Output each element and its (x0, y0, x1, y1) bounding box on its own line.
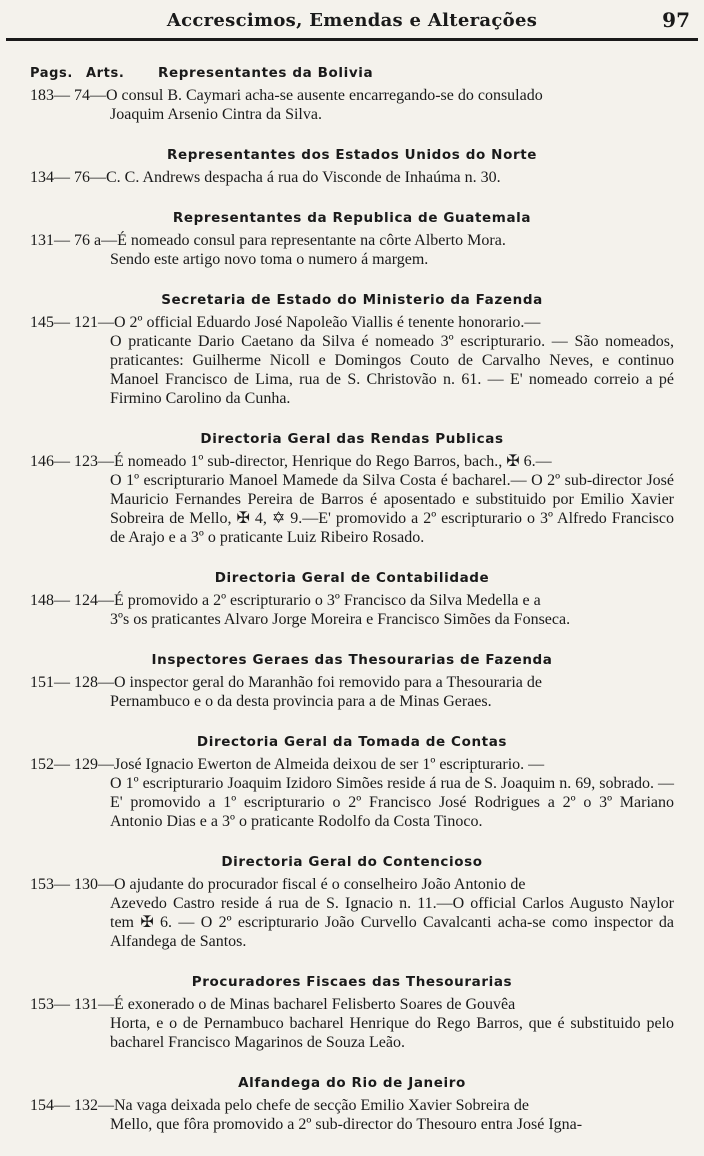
entry-first-line: 146— 123—É nomeado 1º sub-director, Henrique do Rego Barros, bach., ✠ 6.— (30, 453, 552, 470)
entry-continuation: O praticante Dario Caetano da Silva é nomeado 3º escripturario. — São nomeados, praticantes: Guilherme Nicoll e Domingos Couto de Carvalho Neves, e continuo Manoel Francisco de Lima, rua de S. Christovão n. 61. — E' nomeado correio a pé Firmino Carolino da Cunha. (110, 333, 674, 407)
section-contabilidade (30, 569, 674, 629)
column-header-arts: Arts. (86, 66, 125, 81)
entry-first-line: 183— 74—O consul B. Caymari acha-se ausente encarregando-se do consulado (30, 87, 543, 104)
section-heading: Directoria Geral da Tomada de Contas (196, 734, 508, 750)
section-heading: Representantes dos Estados Unidos do Norte (166, 147, 538, 163)
section-heading: Directoria Geral do Contencioso (221, 854, 483, 870)
entry (30, 1096, 674, 1134)
section-heading: Secretaria de Estado do Ministerio da Fazenda (161, 292, 543, 308)
entry (30, 995, 674, 1052)
section-heading-text: Representantes da Bolivia (158, 65, 374, 81)
entry-continuation: Joaquim Arsenio Cintra da Silva. (110, 106, 322, 123)
section-guatemala (30, 209, 674, 269)
entry (30, 168, 674, 187)
entry-continuation: Azevedo Castro reside á rua de S. Ignacio n. 11.—O official Carlos Augusto Naylor tem ✠ 6. — O 2º escripturario João Curvello Cavalcanti acha-se como inspector da Alfandega de Santos. (110, 895, 674, 950)
section-ministerio-fazenda (30, 291, 674, 408)
page-number: 97 (662, 8, 690, 32)
section-procuradores (30, 973, 674, 1052)
entry-first-line: 154— 132—Na vaga deixada pelo chefe de secção Emilio Xavier Sobreira de (30, 1097, 529, 1114)
entry-first-line: 153— 131—É exonerado o de Minas bacharel Felisberto Soares de Gouvêa (30, 996, 516, 1013)
entry (30, 452, 674, 547)
entry-first-line: 148— 124—É promovido a 2º escripturario o 3º Francisco da Silva Medella e a (30, 592, 541, 609)
entry-first-line: 153— 130—O ajudante do procurador fiscal é o conselheiro João Antonio de (30, 876, 526, 893)
section-rendas-publicas (30, 430, 674, 547)
entry-first-line: 152— 129—José Ignacio Ewerton de Almeida deixou de ser 1º escripturario. — (30, 756, 545, 773)
entry-continuation: Pernambuco e o da desta provincia para a de Minas Geraes. (110, 693, 492, 710)
entry-first-line: 131— 76 a—É nomeado consul para representante na côrte Alberto Mora. (30, 232, 506, 249)
section-heading: Inspectores Geraes das Thesourarias de Fazenda (151, 652, 553, 668)
entry-continuation: Horta, e o de Pernambuco bacharel Henrique do Rego Barros, que é substituido pelo bacharel Francisco Magarinos de Souza Leão. (110, 1015, 674, 1051)
page-header (0, 0, 704, 46)
entry (30, 86, 674, 124)
header-rule (6, 38, 698, 41)
entry (30, 591, 674, 629)
section-usa (30, 146, 674, 187)
entry-first-line: 134— 76—C. C. Andrews despacha á rua do Visconde de Inhaúma n. 30. (30, 169, 501, 186)
page-body (30, 64, 674, 1156)
section-heading: Procuradores Fiscaes das Thesourarias (191, 974, 513, 990)
entry-first-line: 151— 128—O inspector geral do Maranhão foi removido para a Thesouraria de (30, 674, 542, 691)
section-heading: Alfandega do Rio de Janeiro (238, 1075, 466, 1091)
section-alfandega-rio (30, 1074, 674, 1134)
entry (30, 673, 674, 711)
section-contencioso (30, 853, 674, 951)
section-heading: Directoria Geral das Rendas Publicas (200, 431, 504, 447)
column-header-pages: Pags. (30, 66, 73, 81)
entry-continuation: Sendo este artigo novo toma o numero á margem. (110, 251, 429, 268)
entry (30, 755, 674, 831)
entry-first-line: 145— 121—O 2º official Eduardo José Napoleão Viallis é tenente honorario.— (30, 314, 541, 331)
running-title: Accrescimos, Emendas e Alterações (166, 10, 538, 31)
section-inspectores (30, 651, 674, 711)
section-bolivia (30, 64, 674, 124)
entry-continuation: O 1º escripturario Joaquim Izidoro Simões reside á rua de S. Joaquim n. 69, sobrado. — E' promovido a 1º escripturario o 2º Francisco José Rodrigues a 2º o 3º Mariano Antonio Dias e a 3º o praticante Rodolfo da Costa Tinoco. (110, 775, 674, 830)
entry-continuation: Mello, que fôra promovido a 2º sub-director do Thesouro entra José Igna- (110, 1116, 583, 1133)
entry-continuation: O 1º escripturario Manoel Mamede da Silva Costa é bacharel.— O 2º sub-director José Mauricio Fernandes Pereira de Barros é aposentado e substituido por Emilio Xavier Sobreira de Mello, ✠ 4, ✡ 9.—E' promovido a 2º escripturario o 3º Alfredo Francisco de Arajo e a 3º o praticante Luiz Ribeiro Rosado. (110, 472, 674, 546)
entry-continuation: 3ºs os praticantes Alvaro Jorge Moreira e Francisco Simões da Fonseca. (110, 611, 571, 628)
entry (30, 875, 674, 951)
section-heading: Representantes da Republica de Guatemala (172, 210, 532, 226)
entry (30, 231, 674, 269)
section-heading: Directoria Geral de Contabilidade (214, 570, 490, 586)
section-heading (30, 64, 674, 83)
section-tomada-contas (30, 733, 674, 831)
entry (30, 313, 674, 408)
